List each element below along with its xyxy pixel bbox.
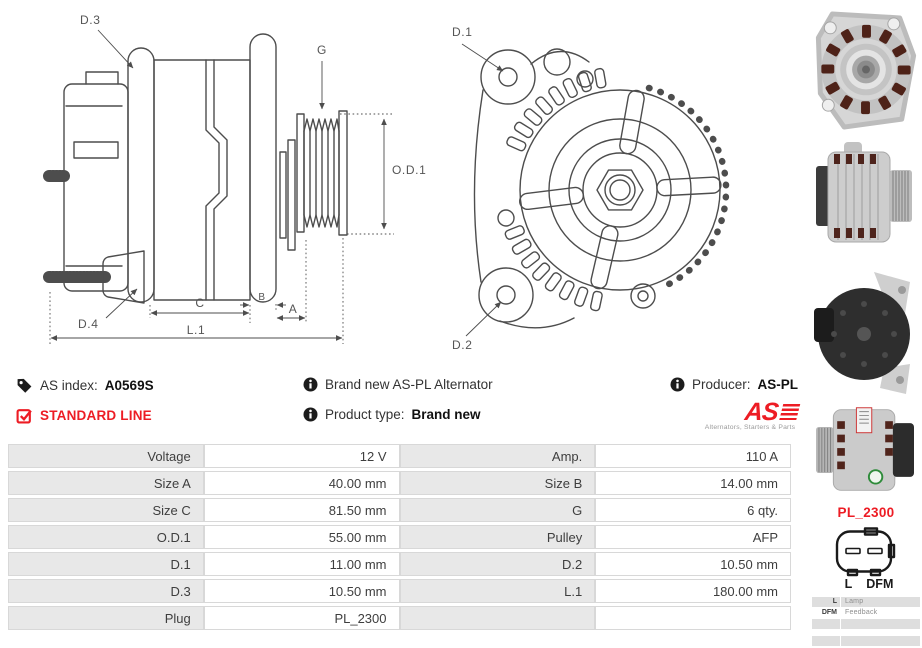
spec-row xyxy=(8,498,791,522)
as-logo-stripes-icon xyxy=(779,404,800,422)
dim-label-l1: L.1 xyxy=(186,323,206,337)
legend-row xyxy=(812,608,920,618)
spec-row xyxy=(8,444,791,468)
spec-label: D.2 xyxy=(400,552,596,576)
spec-value: 10.50 mm xyxy=(595,552,791,576)
plug-code-label: PL_2300 xyxy=(837,505,895,520)
product-photo-side-left xyxy=(814,402,918,498)
legend-key: L xyxy=(812,597,840,607)
dim-label-d2: D.2 xyxy=(452,338,473,352)
as-pl-logo xyxy=(702,397,798,431)
side-view-drawing xyxy=(49,34,347,303)
spec-value: PL_2300 xyxy=(204,606,400,630)
product-type-row xyxy=(303,407,481,422)
spec-value: 110 A xyxy=(595,444,791,468)
spec-label: Plug xyxy=(8,606,204,630)
plug-connector-drawing xyxy=(834,527,898,577)
tag-icon xyxy=(16,377,33,394)
info-icon xyxy=(303,407,318,422)
spec-value: 14.00 mm xyxy=(595,471,791,495)
as-index-label: AS index: xyxy=(40,378,98,393)
spec-label: Amp. xyxy=(400,444,596,468)
dim-label-c: C xyxy=(195,296,205,310)
spec-value: 6 qty. xyxy=(595,498,791,522)
product-photo-front xyxy=(814,8,918,133)
spec-label: Size A xyxy=(8,471,204,495)
info-icon xyxy=(303,377,318,392)
legend-row-empty xyxy=(812,619,920,629)
spec-value: 81.50 mm xyxy=(204,498,400,522)
spec-label: G xyxy=(400,498,596,522)
spec-label: L.1 xyxy=(400,579,596,603)
spec-table xyxy=(8,441,791,633)
pin-label-l: L xyxy=(844,577,853,591)
spec-value: 12 V xyxy=(204,444,400,468)
legend-value: Lamp xyxy=(841,597,920,607)
spec-row xyxy=(8,606,791,630)
front-view-drawing xyxy=(474,49,726,328)
as-index-value: A0569S xyxy=(104,378,154,393)
plug-pin-labels xyxy=(834,577,904,591)
dim-label-b: B xyxy=(258,292,266,303)
spec-label: Pulley xyxy=(400,525,596,549)
checked-checkbox-icon xyxy=(16,407,33,424)
brand-new-text: Brand new AS-PL Alternator xyxy=(325,377,493,392)
spec-label: Size C xyxy=(8,498,204,522)
pin-label-dfm: DFM xyxy=(866,577,894,591)
plug-legend xyxy=(812,597,920,647)
legend-row xyxy=(812,597,920,607)
dim-label-d1: D.1 xyxy=(452,25,473,39)
legend-row-empty xyxy=(812,636,920,646)
spec-value: 180.00 mm xyxy=(595,579,791,603)
spec-row xyxy=(8,552,791,576)
spec-row xyxy=(8,471,791,495)
standard-line-row xyxy=(16,407,152,424)
producer-row xyxy=(670,377,798,392)
legend-key: DFM xyxy=(821,609,837,616)
brand-new-row xyxy=(303,377,493,392)
spec-value: 10.50 mm xyxy=(204,579,400,603)
dim-label-d3: D.3 xyxy=(80,13,101,27)
spec-value: 11.00 mm xyxy=(204,552,400,576)
spec-value: 40.00 mm xyxy=(204,471,400,495)
product-photo-rear xyxy=(814,268,918,398)
spec-value xyxy=(595,606,791,630)
spec-label: D.1 xyxy=(8,552,204,576)
producer-value: AS-PL xyxy=(757,377,799,392)
legend-value: Feedback xyxy=(845,609,878,616)
product-type-label: Product type: xyxy=(325,407,405,422)
spec-label: D.3 xyxy=(8,579,204,603)
spec-label: Voltage xyxy=(8,444,204,468)
spec-label: O.D.1 xyxy=(8,525,204,549)
as-logo-text: AS xyxy=(743,397,780,426)
as-logo-tagline: Alternators, Starters & Parts xyxy=(704,424,796,431)
spec-row xyxy=(8,525,791,549)
spec-value: 55.00 mm xyxy=(204,525,400,549)
dim-label-g: G xyxy=(317,43,327,57)
as-index-row xyxy=(16,377,154,394)
dim-label-od1: O.D.1 xyxy=(392,163,427,177)
info-icon xyxy=(670,377,685,392)
producer-label: Producer: xyxy=(692,377,751,392)
standard-line-text: STANDARD LINE xyxy=(40,408,152,423)
spec-value: AFP xyxy=(595,525,791,549)
dim-label-d4: D.4 xyxy=(78,317,99,331)
technical-drawing xyxy=(0,0,800,370)
dim-label-a: A xyxy=(288,302,298,316)
product-photo-side-right xyxy=(814,140,918,252)
spec-row xyxy=(8,579,791,603)
product-type-value: Brand new xyxy=(411,407,481,422)
spec-label: Size B xyxy=(400,471,596,495)
spec-label xyxy=(400,606,596,630)
